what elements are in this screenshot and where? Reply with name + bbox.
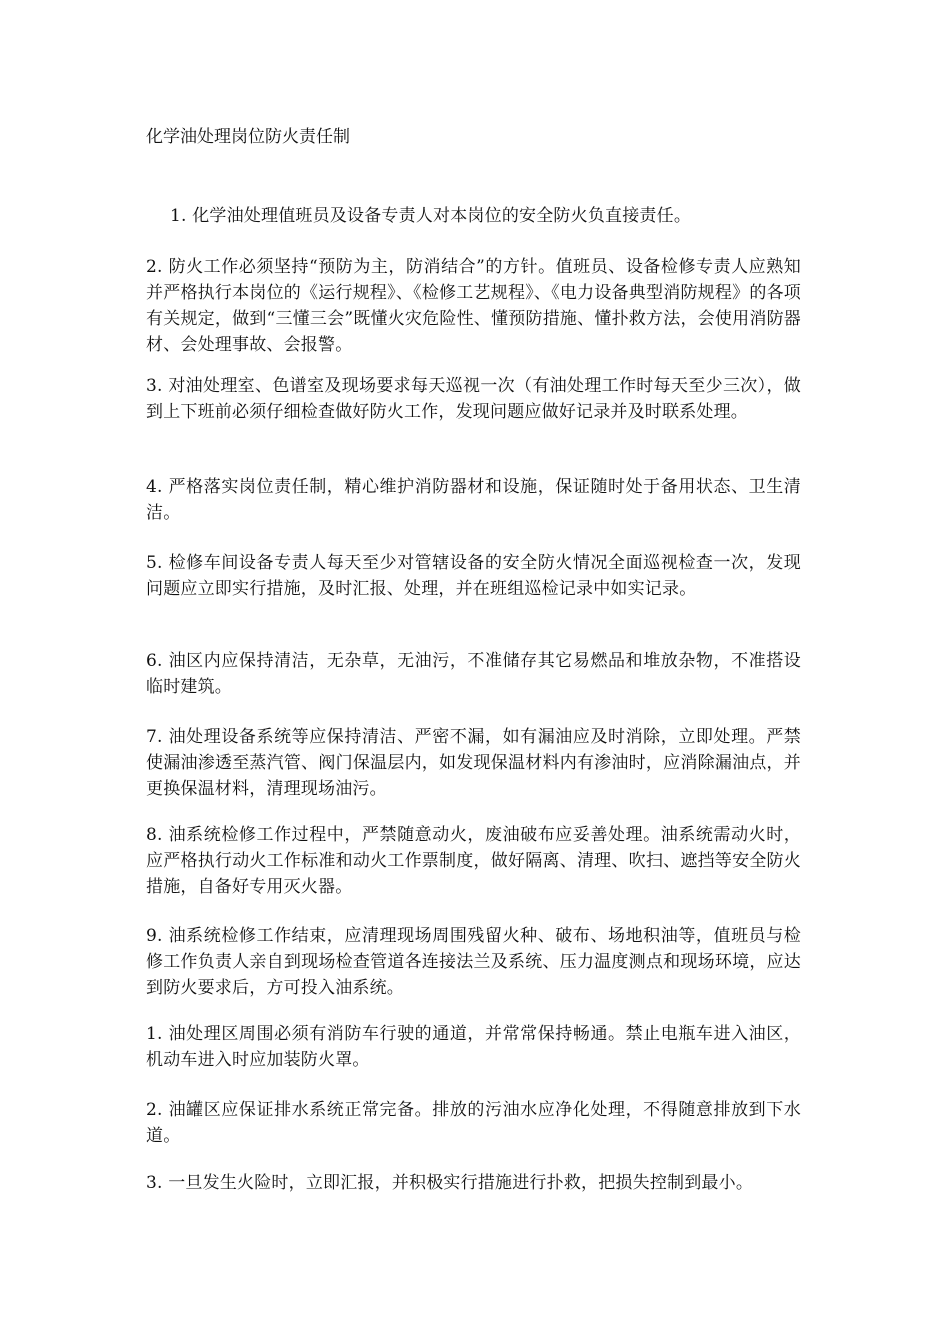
paragraph-5: 5. 检修车间设备专责人每天至少对管辖设备的安全防火情况全面巡视检查一次，发现问题应立即实行措施，及时汇报、处理，并在班组巡检记录中如实记录。 xyxy=(146,553,801,599)
paragraph-8: 8. 油系统检修工作过程中，严禁随意动火，废油破布应妥善处理。油系统需动火时，应严格执行动火工作标准和动火工作票制度，做好隔离、清理、吹扫、遮挡等安全防火措施，自备好专用灭火器。 xyxy=(146,825,801,897)
paragraph-1: 1. 化学油处理值班员及设备专责人对本岗位的安全防火负直接责任。 xyxy=(170,206,692,226)
paragraph-6: 6. 油区内应保持清洁，无杂草，无油污，不准储存其它易燃品和堆放杂物，不准搭设临时建筑。 xyxy=(146,651,801,697)
paragraph-12: 3. 一旦发生火险时，立即汇报，并积极实行措施进行扑救，把损失控制到最小。 xyxy=(146,1173,754,1193)
paragraph-4: 4. 严格落实岗位责任制，精心维护消防器材和设施，保证随时处于备用状态、卫生清洁。 xyxy=(146,477,801,523)
paragraph-10: 1. 油处理区周围必须有消防车行驶的通道，并常常保持畅通。禁止电瓶车进入油区，机动车进入时应加装防火罩。 xyxy=(146,1024,801,1070)
paragraph-3: 3. 对油处理室、色谱室及现场要求每天巡视一次（有油处理工作时每天至少三次），做到上下班前必须仔细检查做好防火工作，发现问题应做好记录并及时联系处理。 xyxy=(146,376,801,422)
paragraph-11: 2. 油罐区应保证排水系统正常完备。排放的污油水应净化处理，不得随意排放到下水道。 xyxy=(146,1100,801,1146)
paragraph-2: 2. 防火工作必须坚持“预防为主，防消结合”的方针。值班员、设备检修专责人应熟知并严格执行本岗位的《运行规程》、《检修工艺规程》、《电力设备典型消防规程》的各项有关规定，做到“三懂三会”既懂火灾危险性、懂预防措施、懂扑救方法，会使用消防器材、会处理事故、会报警。 xyxy=(146,257,801,355)
document-title: 化学油处理岗位防火责任制 xyxy=(146,127,350,147)
paragraph-9: 9. 油系统检修工作结束，应清理现场周围残留火种、破布、场地积油等，值班员与检修工作负责人亲自到现场检查管道各连接法兰及系统、压力温度测点和现场环境，应达到防火要求后，方可投入油系统。 xyxy=(146,926,801,998)
paragraph-7: 7. 油处理设备系统等应保持清洁、严密不漏，如有漏油应及时消除，立即处理。严禁使漏油渗透至蒸汽管、阀门保温层内，如发现保温材料内有渗油时，应消除漏油点，并更换保温材料，清理现场油污。 xyxy=(146,727,801,799)
